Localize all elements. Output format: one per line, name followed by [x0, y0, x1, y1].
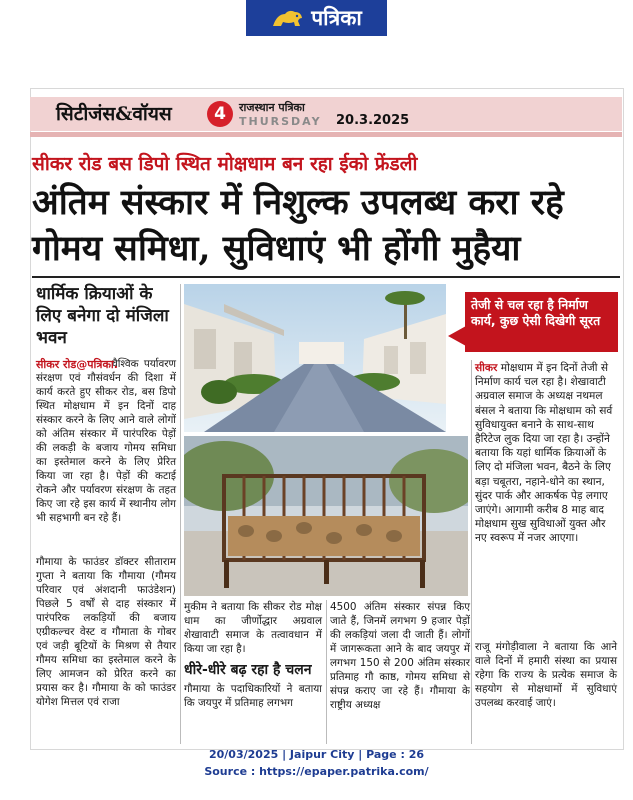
column-separator [326, 600, 327, 744]
article-subhead: धार्मिक क्रियाओं के लिए बनेगा दो मंजिला भवन [36, 284, 169, 348]
column-separator [180, 284, 181, 744]
page-number-badge: 4 [207, 101, 233, 127]
article-body-mid-1b: गौमाया के पदाधिकारियों ने बताया कि जयपुर में प्रतिमाह लगभग [184, 683, 322, 709]
lion-emblem-icon [271, 6, 305, 30]
photo-callout: तेजी से चल रहा है निर्माण कार्य, कुछ ऐसी दिखेगी सूरत [465, 292, 618, 352]
right-column-text: मोक्षधाम में इन दिनों तेजी से निर्माण कार्य चल रहा है। शेखावाटी अग्रवाल समाज के अध्यक्ष नथमल बंसल ने बताया कि मोक्षधाम को सर्व सुविधायुक्त बनाने के साथ-साथ हैरिटेज लुक दिया जा रहा है। उन्होंने बताया कि यहां धार्मिक क्रियाओं के लिए दो मंजिला भवन, बैठने के लिए बड़ा चबूतरा, नहाने-धोने का स्थान, सुंदर पार्क और आकर्षक पेड़ लगाए जाएंगे। आगामी करीब 8 माह बाद मोक्षधाम सुख सुविधाओं युक्त और नए स्वरूप में नजर आएगा। [475, 362, 613, 545]
section-name: सिटीजंस&वॉयस [56, 103, 172, 125]
footer-source-link[interactable]: Source : https://epaper.patrika.com/ [204, 765, 429, 778]
article-body-right [475, 361, 617, 546]
edition-name: राजस्थान पत्रिका [239, 101, 305, 114]
article-subhead-2: धीरे-धीरे बढ़ रहा है चलन [184, 662, 312, 678]
article-body-mid-1: मुकीम ने बताया कि सीकर रोड मोक्ष धाम का जीर्णोद्धार अग्रवाल शेखावाटी समाज के तत्वावधान में किया जा रहा है। [184, 601, 322, 655]
article-body-mid-3: राजू मंगोड़ीवाला ने बताया कि आने वाले दिनों में हमारी संस्था का प्रयास रहेगा कि राज्य के प्रत्येक समाज के सहयोग से मोक्षधामों में सुविधाएं उपलब्ध करवाई जाएं। [475, 641, 617, 709]
headline-divider [32, 276, 620, 278]
column-separator [471, 360, 472, 744]
article-body-left-1: वैश्विक पर्यावरण संरक्षण एवं गौसंवर्धन की दिशा में कार्य करते हुए सीकर रोड, बस डिपो स्थित मोक्षधाम में इन दिनों दाह संस्कार करने के लिए आने वाले लोगों को अंतिम संस्कार में पारंपरिक पेड़ों की लकड़ी के बजाय गोमय समिधा का इस्तेमाल करने के लिए प्रेरित किया जा रहा है। पेड़ों की कटाई रोकने और पर्यावरण संरक्षण के तहत किए जा रहे इस कार्य में स्थानीय लोग भी सहभागी बन रहे हैं। [36, 358, 176, 524]
article-body-mid-2: 4500 अंतिम संस्कार संपन्न किए जाते हैं, जिनमें लगभग 9 हजार पेड़ों की लकड़ियां जला दी जाती हैं। लोगों में जागरूकता आने के बाद जयपुर में लगभग 150 से 200 अंतिम संस्कार प्रतिमाह गौ काष्ठ, गोमय समिधा से संपन्न कराए जा रहे हैं। गौमाया के राष्ट्रीय अध्यक्ष [330, 601, 470, 711]
article-kicker: सीकर रोड बस डिपो स्थित मोक्षधाम बन रहा ईको फ्रेंडली [32, 153, 418, 175]
article-headline: अंतिम संस्कार में निशुल्क उपलब्ध करा रहे गोमय समिधा, सुविधाएं भी होंगी मुहैया [32, 182, 564, 269]
issue-date: 20.3.2025 [336, 113, 410, 128]
article-body-left-2: गौमाया के फाउंडर डॉक्टर सीताराम गुप्ता ने बताया कि गौमाया (गौमय परिवार एवं अंशदानी फाउंडेशन) पिछले 5 वर्षों से दाह संस्कार में पारंपरिक लकड़ियों की बजाय एग्रीकल्चर वेस्ट व गौमाता के गोबर एवं जड़ी बूटियों के मिश्रण से तैयार गौमय समिधा का इस्तेमाल करने के लिए आमजन को प्रेरित करने का प्रयास कर है। गौमाया के को फाउंडर योगेश मित्तल एवं राजा [36, 556, 176, 708]
right-column-lead: सीकर [475, 362, 498, 374]
callout-pointer [448, 326, 466, 346]
brand-name: पत्रिका [311, 5, 362, 30]
masthead-logo [246, 0, 387, 36]
weekday-label: THURSDAY [239, 115, 322, 128]
photo-cremation-pyre [184, 436, 468, 596]
photo-construction-render [184, 284, 446, 432]
footer-edition-info: 20/03/2025 | Jaipur City | Page : 26 [208, 748, 425, 761]
article-byline: सीकर रोड@पत्रिका. [36, 358, 118, 371]
